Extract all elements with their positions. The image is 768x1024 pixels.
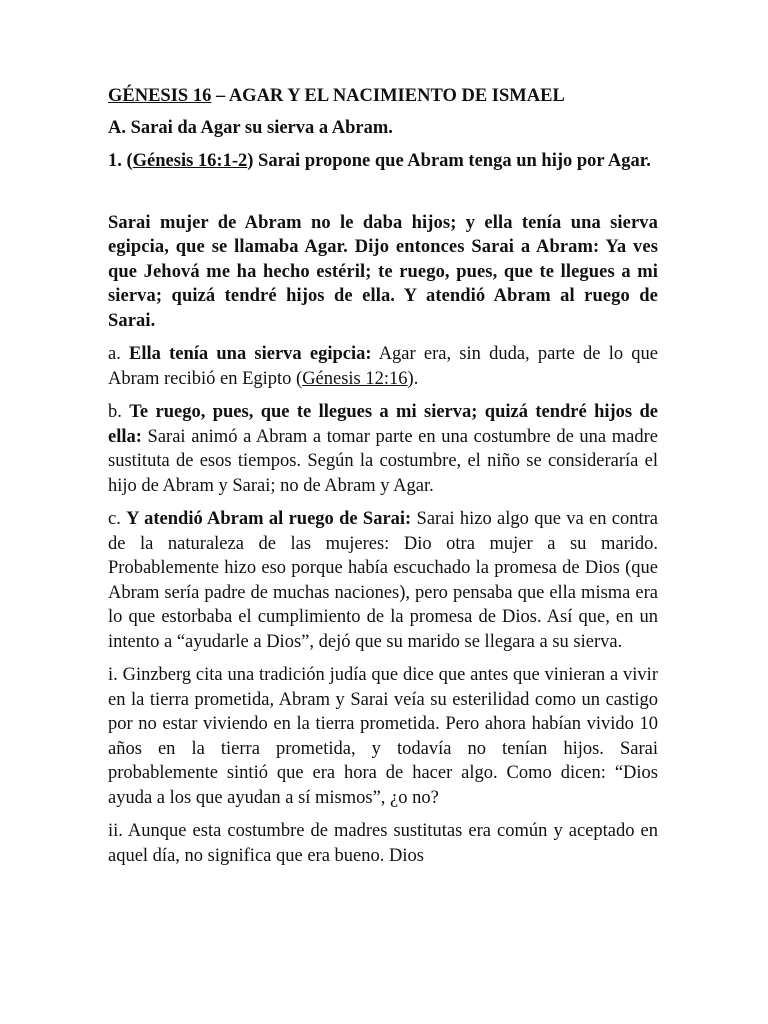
note-b xyxy=(108,400,658,498)
note-b-label: b. xyxy=(108,402,130,422)
point-1-text: ) Sarai propone que Abram tenga un hijo por Agar. xyxy=(247,151,651,171)
note-b-text: Sarai animó a Abram a tomar parte en una costumbre de una madre sustituta de esos tiempos. Según la costumbre, el niño se consideraría el hijo de Abram y Sarai; no de Abram y Agar. xyxy=(108,426,658,496)
note-i: i. Ginzberg cita una tradición judía que dice que antes que vinieran a vivir en la tierra prometida, Abram y Sarai veía su esterilidad como un castigo por no estar viviendo en la tierra prometida. Pero ahora habían vivido 10 años en la tierra prometida, y todavía no tenían hijos. Sarai probablemente sintió que era hora de hacer algo. Como dicen: “Dios ayuda a los que ayudan a sí mismos”, ¿o no? xyxy=(108,665,658,808)
spacer xyxy=(108,183,658,211)
note-ii: ii. Aunque esta costumbre de madres sustitutas era común y aceptado en aquel día, no significa que era bueno. Dios xyxy=(108,821,658,866)
note-a-text: Agar era, sin duda, parte de lo que Abram recibió en Egipto ( xyxy=(108,344,658,389)
note-c-text: Sarai hizo algo que va en contra de la naturaleza de las mujeres: Dio otra mujer a su marido. Probablemente hizo eso porque había escuchado la promesa de Dios (que Abram sería padre de muchas naciones), pero pensaba que ella misma era lo que estorbaba el cumplimiento de la promesa de Dios. Así que, en un intento a “ayudarle a Dios”, dejó que su marido se llegara a su sierva. xyxy=(108,509,658,652)
scripture-quote: Sarai mujer de Abram no le daba hijos; y ella tenía una sierva egipcia, que se llamaba Agar. Dijo entonces Sarai a Abram: Ya ves que Jehová me ha hecho estéril; te ruego, pues, que te llegues a mi sierva; quizá tendré hijos de ella. Y atendió Abram al ruego de Sarai. xyxy=(108,212,658,331)
note-a-label: a. xyxy=(108,344,130,364)
note-a xyxy=(108,342,658,391)
note-c-label: c. xyxy=(108,509,127,529)
note-a-bold: Ella tenía una sierva egipcia: xyxy=(129,344,372,364)
document-page xyxy=(108,84,658,877)
note-b-bold: Te ruego, pues, que te llegues a mi sierva; quizá tendré hijos de ella: xyxy=(108,402,659,447)
note-c-bold: Y atendió Abram al ruego de Sarai: xyxy=(126,509,412,529)
title-reference: GÉNESIS 16 xyxy=(108,86,212,106)
page-title xyxy=(108,84,658,109)
point-heading-1 xyxy=(108,149,658,174)
point-1-reference-link[interactable]: Génesis 16:1-2 xyxy=(132,151,248,171)
note-a-end: ). xyxy=(407,368,419,389)
section-heading-a: A. Sarai da Agar su sierva a Abram. xyxy=(108,117,393,138)
point-1-prefix: 1. ( xyxy=(108,151,133,171)
title-text: – AGAR Y EL NACIMIENTO DE ISMAEL xyxy=(211,86,565,106)
note-a-reference-link[interactable]: Génesis 12:16 xyxy=(302,368,408,389)
note-c xyxy=(108,507,658,654)
